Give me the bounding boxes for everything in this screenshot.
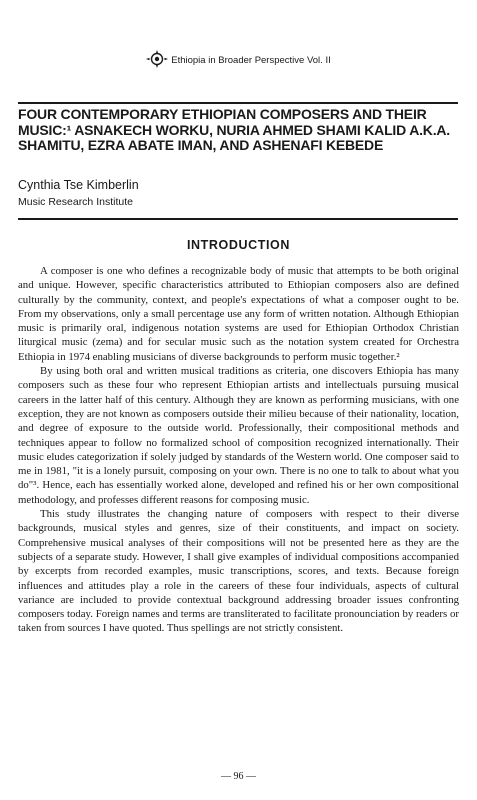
- page-number: — 96 —: [221, 771, 256, 782]
- paragraph: A composer is one who defines a recognizable body of music that attempts to be both original and unique. However, specific characteristics attributed to Ethiopian composers also are defined culturally by the community, context, and people's expectations of what a composer ought to be. From my observations, only a small percentage use any form of written notation. Although Ethiopian music is primarily oral, indigenous notation systems are used for Ethiopian Orthodox Christian liturgical music (zema) and for secular music such as the notation system created for Orchestra Ethiopia in 1974 enabling musicians of diverse backgrounds to perform music together.²: [18, 265, 459, 363]
- article-title: FOUR CONTEMPORARY ETHIOPIAN COMPOSERS AND THEIR MUSIC:¹ ASNAKECH WORKU, NURIA AHMED SHAMI KALID A.K.A. SHAMITU, EZRA ABATE IMAN, AND ASHENAFI KEBEDE: [18, 106, 450, 153]
- paragraph: This study illustrates the changing nature of composers with respect to their diverse backgrounds, musical styles and genres, size of their constituents, and impact on society. Comprehensive musical analyses of their compositions will not be presented here as they are the subjects of a separate study. However, I shall give examples of individual compositions accompanied by excerpts from recorded examples, music transcriptions, scores, and texts. Because foreign influences and attitudes play a role in the careers of these four individuals, aspects of cultural variance are included to provide contextual background addressing broader issues confronting composers today. Foreign names and terms are transliterated to facilitate pronounciation by readers or taken from sources I have quoted. Thus spellings are not strictly consistent.: [18, 508, 459, 635]
- running-header: [0, 50, 477, 71]
- author-affiliation: Music Research Institute: [18, 196, 133, 208]
- running-title: Ethiopia in Broader Perspective Vol. II: [171, 55, 331, 66]
- section-heading: INTRODUCTION: [186, 238, 291, 252]
- article-body: [18, 264, 459, 636]
- emblem-icon: [146, 50, 171, 71]
- title-bottom-rule: [18, 218, 458, 220]
- title-top-rule: [18, 102, 458, 104]
- paragraph: By using both oral and written musical traditions as criteria, one discovers Ethiopia has many composers such as these four who represent Ethiopian artists and intellectuals pursuing musical careers in the latter half of this century. Although they are known as performing musicians, with one exception, they are not known as composers outside their milieu because of their nationality, location, and degree of exposure to the outside world. Professionally, their compositional methods and techniques appear to follow no formalized school of composition recognized internationally. Their music eludes categorization if solely judged by standards of the Western world. One composer said to me in 1981, "it is a lonely pursuit, composing on your own. There is no one to talk to about what you do"³. Hence, each has essentially worked alone, developed and refined his or her own compositional methodology, and professes different reasons for composing music.: [18, 365, 459, 506]
- author-name: Cynthia Tse Kimberlin: [18, 178, 139, 192]
